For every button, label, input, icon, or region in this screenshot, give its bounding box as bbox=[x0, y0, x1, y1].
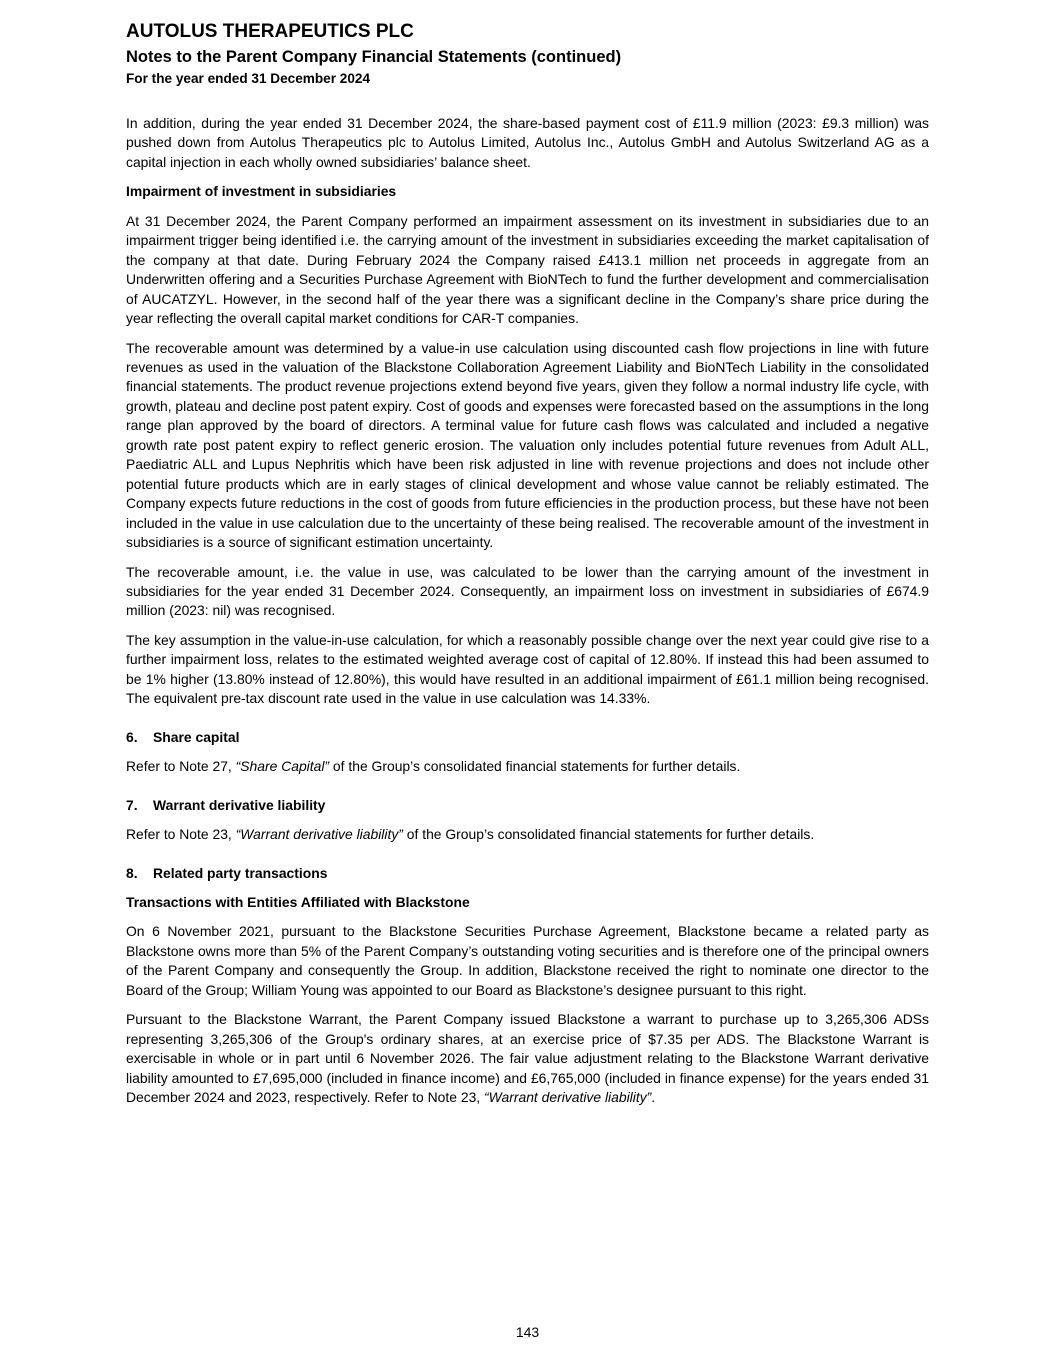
impairment-paragraph-3: The recoverable amount, i.e. the value in use, was calculated to be lower than the carrying amount of the investment in subsidiaries for the year ended 31 December 2024. Consequently, an impairment loss on investment in subsidiaries of £674.9 million (2023: nil) was recognised. bbox=[126, 563, 929, 619]
section-number: 6. bbox=[126, 728, 138, 745]
section-title: Warrant derivative liability bbox=[153, 796, 326, 813]
company-name: AUTOLUS THERAPEUTICS PLC bbox=[126, 21, 414, 42]
impairment-paragraph-4: The key assumption in the value-in-use calculation, for which a reasonably possible change over the next year could give rise to a further impairment loss, relates to the estimated weighted average cost of capital of 12.80%. If instead this had been assumed to be 1% higher (13.80% instead of 12.80%), this would have resulted in an additional impairment of £61.1 million being recognised. The equivalent pre-tax discount rate used in the value in use calculation was 14.33%. bbox=[126, 631, 929, 707]
page-number: 143 bbox=[515, 1324, 540, 1340]
text-run: . bbox=[651, 1089, 656, 1106]
intro-paragraph: In addition, during the year ended 31 December 2024, the share-based payment cost of £11.9 million (2023: £9.3 million) was pushed down from Autolus Therapeutics plc to Autolus Limited, Autolus Inc., Autolus GmbH and Autolus Switzerland AG as a capital injection in each wholly owned subsidiaries’ balance sheet. bbox=[126, 115, 929, 170]
related-party-paragraph-2 bbox=[126, 1010, 929, 1107]
section-title: Share capital bbox=[153, 728, 240, 745]
section-number: 8. bbox=[126, 864, 138, 881]
document-subtitle: Notes to the Parent Company Financial Statements (continued) bbox=[126, 48, 622, 66]
section-title: Related party transactions bbox=[153, 864, 328, 881]
text-run: of the Group’s consolidated financial statements for further details. bbox=[329, 758, 741, 775]
section-number: 7. bbox=[126, 796, 138, 813]
text-run: Refer to Note 27, bbox=[126, 758, 236, 775]
text-run: of the Group’s consolidated financial statements for further details. bbox=[402, 826, 815, 843]
section-heading-warrant bbox=[126, 796, 929, 815]
text-run: Refer to Note 23, bbox=[126, 826, 236, 843]
share-capital-paragraph bbox=[126, 757, 929, 776]
impairment-heading: Impairment of investment in subsidiaries bbox=[126, 183, 397, 200]
reporting-period: For the year ended 31 December 2024 bbox=[126, 71, 371, 86]
text-run: Pursuant to the Blackstone Warrant, the Parent Company issued Blackstone a warrant to purchase up to 3,265,306 ADSs representing 3,265,306 of the Group's ordinary shares, at an exercise price of $7.35 per ADS. The Blackstone Warrant is exercisable in whole or in part until 6 November 2026. The fair value adjustment relating to the Blackstone Warrant derivative liability amounted to £7,695,000 (included in finance income) and £6,765,000 (included in finance expense) for the years ended 31 December 2024 and 2023, respectively. Refer to Note 23, bbox=[126, 1011, 929, 1106]
note-reference: “Warrant derivative liability” bbox=[235, 826, 403, 843]
section-heading-related-party bbox=[126, 864, 929, 883]
impairment-paragraph-1: At 31 December 2024, the Parent Company performed an impairment assessment on its investment in subsidiaries due to an impairment trigger being identified i.e. the carrying amount of the investment in subsidiaries exceeding the market capitalisation of the company at that date. During February 2024 the Company raised £413.1 million net proceeds in aggregate from an Underwritten offering and a Securities Purchase Agreement with BioNTech to fund the further development and commercialisation of AUCATZYL. However, in the second half of the year there was a significant decline in the Company’s share price during the year reflecting the overall capital market conditions for CAR-T companies. bbox=[126, 212, 929, 327]
document-body bbox=[126, 114, 929, 1117]
blackstone-subheading: Transactions with Entities Affiliated with Blackstone bbox=[126, 893, 470, 910]
warrant-paragraph bbox=[126, 825, 929, 844]
note-reference: “Warrant derivative liability” bbox=[484, 1089, 652, 1106]
page-header bbox=[126, 20, 946, 88]
section-heading-share-capital bbox=[126, 728, 929, 747]
note-reference: “Share Capital” bbox=[235, 758, 330, 775]
related-party-paragraph-1: On 6 November 2021, pursuant to the Blackstone Securities Purchase Agreement, Blackstone became a related party as Blackstone owns more than 5% of the Parent Company’s outstanding voting securities and is therefore one of the principal owners of the Parent Company and consequently the Group. In addition, Blackstone received the right to nominate one director to the Board of the Group; William Young was appointed to our Board as Blackstone’s designee pursuant to this right. bbox=[126, 923, 929, 998]
impairment-paragraph-2: The recoverable amount was determined by a value-in use calculation using discounted cash flow projections in line with future revenues as used in the valuation of the Blackstone Collaboration Agreement Liability and BioNTech Liability in the consolidated financial statements. The product revenue projections extend beyond five years, given they follow a normal industry life cycle, with growth, plateau and decline post patent expiry. Cost of goods and expenses were forecasted based on the assumptions in the long range plan approved by the board of directors. A terminal value for future cash flows was calculated and included a negative growth rate post patent expiry to reflect generic erosion. The valuation only includes potential future revenues from Adult ALL, Paediatric ALL and Lupus Nephritis which have been risk adjusted in line with revenue projections and does not include other potential future products which are in early stages of clinical development and whose value cannot be reliably estimated. The Company expects future reductions in the cost of goods from future efficiencies in the production process, but these have not been included in the value in use calculation due to the uncertainty of these being realised. The recoverable amount of the investment in subsidiaries is a source of significant estimation uncertainty. bbox=[126, 339, 929, 551]
